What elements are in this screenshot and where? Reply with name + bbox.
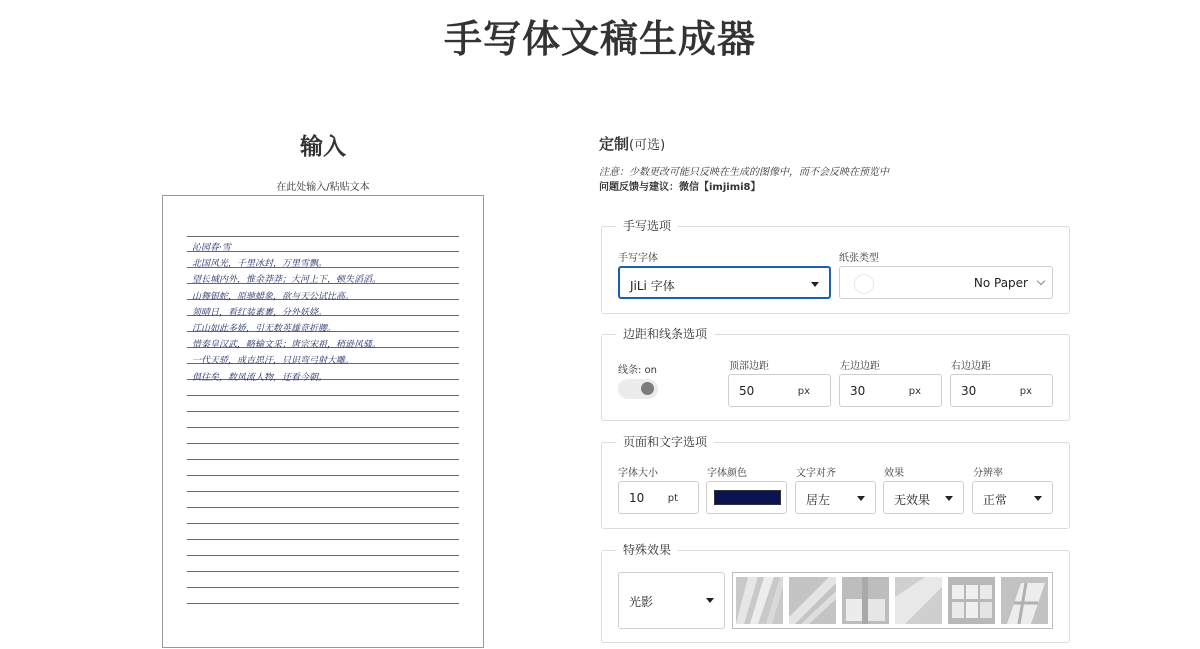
top-margin-input[interactable]	[728, 374, 831, 407]
lines-toggle-label: 线条: on	[618, 365, 658, 376]
ruled-line	[187, 428, 459, 444]
effect-thumbnail-window-grid-1[interactable]	[948, 577, 995, 624]
font-size-unit: pt	[667, 493, 678, 504]
effect-select[interactable]	[883, 481, 964, 514]
effect-thumbnail-shadow-diagonal-2[interactable]	[789, 577, 836, 624]
toggle-knob	[641, 382, 654, 395]
effect-thumbnail-shadow-diagonal-1[interactable]	[736, 577, 783, 624]
left-margin-input[interactable]	[839, 374, 942, 407]
special-effects-legend: 特殊效果	[616, 541, 678, 558]
right-margin-input[interactable]	[950, 374, 1053, 407]
paper-type-select[interactable]	[839, 266, 1053, 299]
caret-down-icon	[945, 496, 953, 501]
caret-down-icon	[811, 282, 819, 287]
input-hint: 在此处输入/粘贴文本	[276, 182, 370, 193]
right-margin-unit: px	[1019, 386, 1032, 397]
text-align-label: 文字对齐	[796, 468, 836, 479]
font-size-value: 10	[629, 491, 645, 505]
top-margin-label: 顶部边距	[729, 361, 769, 372]
resolution-label: 分辨率	[973, 468, 1003, 479]
font-size-label: 字体大小	[618, 468, 658, 479]
font-size-input[interactable]	[618, 481, 699, 514]
ruled-line	[187, 524, 459, 540]
right-margin-label: 右边边距	[951, 361, 991, 372]
lines-toggle[interactable]	[618, 379, 658, 399]
font-select[interactable]	[618, 266, 831, 299]
resolution-value: 正常	[983, 493, 1008, 507]
left-margin-unit: px	[908, 386, 921, 397]
font-color-swatch	[714, 490, 781, 505]
special-effect-value: 光影	[629, 595, 654, 609]
ruled-line	[187, 476, 459, 492]
page-text-options-legend: 页面和文字选项	[616, 433, 714, 450]
paper-swatch-icon	[854, 274, 874, 294]
ruled-line	[187, 460, 459, 476]
app-title: 手写体文稿生成器	[443, 17, 756, 61]
caret-down-icon	[706, 598, 714, 603]
effect-value: 无效果	[894, 493, 931, 507]
ruled-line	[187, 396, 459, 412]
font-color-picker[interactable]	[706, 481, 787, 514]
left-margin-label: 左边边距	[840, 361, 880, 372]
effect-thumbnail-window-light-2[interactable]	[895, 577, 942, 624]
handwriting-preview-text[interactable]: 沁园春·雪 北国风光，千里冰封，万里雪飘。 望长城内外，惟余莽莽；大河上下，顿失滔滔。 山舞银蛇，原驰蜡象，欲与天公试比高。 须晴日，看红装素裹，分外妖娆。 江山如此多娇，引无数英雄竞折腰。 惜秦皇汉武，略输文采；唐宗宋祖，稍逊风骚。 一代天骄，成吉思汗，只识弯弓射大雕。 俱往矣，数风流人物，还看今朝。	[192, 243, 382, 383]
left-margin-value: 30	[850, 384, 866, 398]
effect-label: 效果	[884, 468, 904, 479]
paper-type-label: 纸张类型	[839, 253, 879, 264]
handwriting-options-legend: 手写选项	[616, 217, 678, 234]
margin-options-legend: 边距和线条选项	[616, 325, 714, 342]
customize-title	[599, 133, 665, 154]
ruled-line	[187, 444, 459, 460]
customize-note: 注意：少数更改可能只反映在生成的图像中，而不会反映在预览中	[599, 167, 889, 178]
ruled-line	[187, 556, 459, 572]
text-align-value: 居左	[806, 493, 831, 507]
top-margin-value: 50	[739, 384, 755, 398]
caret-down-icon	[857, 496, 865, 501]
ruled-line	[187, 508, 459, 524]
ruled-line	[187, 492, 459, 508]
input-heading: 输入	[300, 134, 346, 160]
font-label: 手写字体	[618, 253, 658, 264]
ruled-line	[187, 540, 459, 556]
right-margin-value: 30	[961, 384, 977, 398]
customize-title-optional: (可选)	[629, 138, 666, 153]
ruled-line	[187, 588, 459, 604]
chevron-down-icon	[1037, 277, 1045, 285]
resolution-select[interactable]	[972, 481, 1053, 514]
feedback-contact: 问题反馈与建议：微信【imjimi8】	[599, 182, 761, 193]
caret-down-icon	[1034, 496, 1042, 501]
top-margin-unit: px	[797, 386, 810, 397]
ruled-line	[187, 412, 459, 428]
effect-thumbnail-strip	[732, 572, 1053, 629]
text-align-select[interactable]	[795, 481, 876, 514]
font-select-value: JiLi 字体	[630, 279, 675, 293]
special-effect-select[interactable]	[618, 572, 725, 629]
paper-type-value: No Paper	[973, 276, 1028, 290]
handwriting-preview-paper[interactable]	[162, 195, 484, 648]
effect-thumbnail-window-light-1[interactable]	[842, 577, 889, 624]
ruled-line	[187, 572, 459, 588]
customize-title-main: 定制	[599, 135, 630, 153]
font-color-label: 字体颜色	[707, 468, 747, 479]
effect-thumbnail-window-grid-2[interactable]	[1001, 577, 1048, 624]
